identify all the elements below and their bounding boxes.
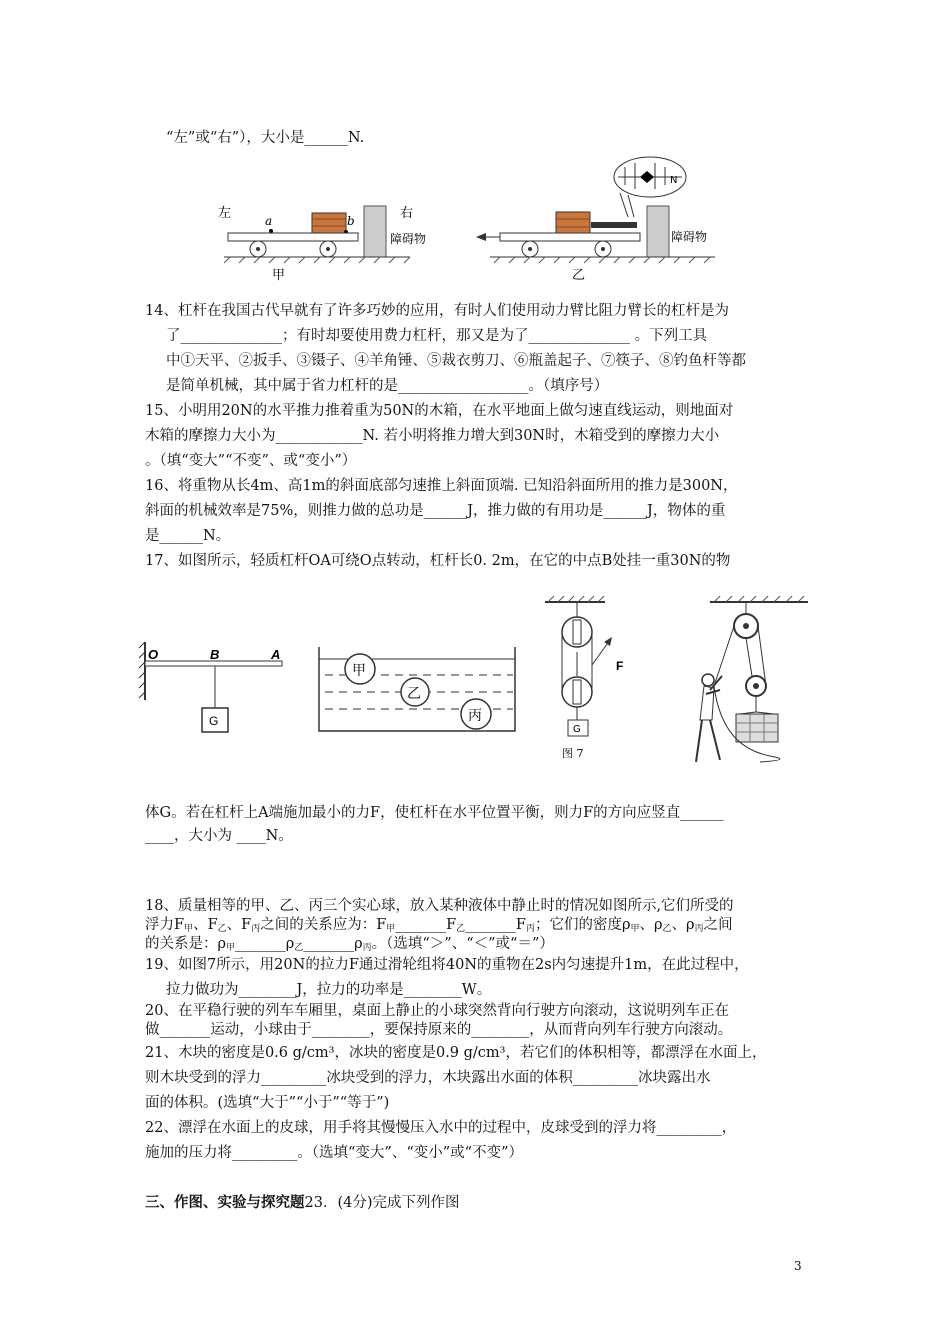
q16-line2: 斜面的机械效率是75%，则推力做的总功是______J，推力做的有用功是______J，物体的重: [145, 503, 726, 519]
page-number: 3: [794, 1259, 802, 1273]
ball-yi: 乙: [407, 686, 421, 702]
q17-line2: 体G。若在杠杆上A端施加最小的力F，使杠杆在水平位置平衡，则力F的方向应竖直______: [145, 805, 724, 821]
liquid-figure: [315, 645, 520, 735]
q14-line3: 中①天平、②扳手、③镊子、④羊角锤、⑤裁衣剪刀、⑥瓶盖起子、⑦筷子、⑧钓鱼杆等都: [166, 353, 746, 369]
lever-a: A: [271, 647, 281, 662]
lever-b: B: [210, 647, 220, 662]
pulley-figure: [540, 590, 640, 770]
pulley-g: G: [573, 724, 581, 735]
section3-q23: 23．(4分)完成下列作图: [304, 1195, 460, 1211]
label-b: b: [347, 214, 355, 228]
ball-bing: 丙: [468, 708, 482, 724]
label-obstacle: 障碍物: [390, 232, 427, 246]
label-left: 左: [218, 206, 232, 221]
pulley-f: F: [616, 659, 624, 673]
q21-line3: 面的体积。(选填“大于”“小于”“等于”): [145, 1095, 390, 1111]
cart-figure: [210, 155, 730, 285]
q18-line1: 18、质量相等的甲、乙、丙三个实心球，放入某种液体中静止时的情况如图所示,它们所受的: [145, 898, 734, 914]
q20-line2: 做_______运动，小球由于________，要保持原来的________，从而背向列车行驶方向滚动。: [145, 1022, 733, 1038]
label-a: a: [265, 214, 273, 228]
gauge-unit: N: [670, 175, 678, 186]
q15-line1: 15、小明用20N的水平推力推着重为50N的木箱，在水平地面上做匀速直线运动，则地面对: [145, 403, 734, 419]
q16-line3: 是______N。: [145, 528, 231, 544]
man-pulley-figure: [680, 590, 810, 770]
q15-line2: 木箱的摩擦力大小为____________N. 若小明将推力增大到30N时，木箱受到的摩擦力大小: [145, 428, 720, 444]
lever-figure: [138, 640, 288, 740]
lever-g: G: [209, 714, 219, 728]
q22-line1: 22、漂浮在水面上的皮球，用手将其慢慢压入水中的过程中，皮球受到的浮力将_________，: [145, 1120, 737, 1136]
caption-yi: 乙: [572, 268, 586, 283]
q17-line1: 17、如图所示，轻质杠杆OA可绕O点转动，杠杆长0. 2m，在它的中点B处挂一重30N的物: [145, 553, 731, 569]
q15-line3: 。（填“变大”“不变”、或“变小”）: [145, 453, 357, 469]
section3-title: 三、作图、实验与探究题: [145, 1194, 305, 1211]
q21-line2: 则木块受到的浮力_________冰块受到的浮力，木块露出水面的体积_________冰块露出水: [145, 1070, 711, 1086]
q14-line2: 了______________；有时却要使用费力杠杆，那又是为了______________ 。下列工具: [166, 328, 708, 344]
text-line: “左”或“右”），大小是______N.: [166, 130, 365, 146]
lever-o: O: [148, 647, 159, 662]
section3-heading: [145, 1193, 460, 1213]
q19-line2: 拉力做功为________J，拉力的功率是________W。: [166, 982, 492, 998]
q18-line2: 浮力$F_甲$、$F_乙$、$F_丙$之间的关系应为：$F_甲\_\_\_\_\_\_\_F_乙\_\_\_\_\_\_\_F_丙$；它们的密度$\rho_甲$、$\rho_乙$、$\rho_丙$之间: [145, 917, 733, 934]
label-right: 右: [400, 206, 414, 221]
caption-jia: 甲: [272, 268, 286, 283]
q20-line1: 20、在平稳行驶的列车车厢里，桌面上静止的小球突然背向行驶方向滚动，这说明列车正在: [145, 1003, 729, 1019]
q16-line1: 16、将重物从长4m、高1m的斜面底部匀速推上斜面顶端. 已知沿斜面所用的推力是300N，: [145, 478, 738, 494]
ball-jia: 甲: [352, 663, 366, 679]
q14-line4: 是简单机械，其中属于省力杠杆的是__________________。（填序号）: [166, 378, 609, 394]
q22-line2: 施加的压力将_________。（选填“变大”、“变小”或“不变”）: [145, 1145, 523, 1161]
q17-line3: ____，大小为 ____N。: [145, 828, 293, 844]
q21-line1: 21、木块的密度是0.6 g/cm³，冰块的密度是0.9 g/cm³，若它们的体积相等，都漂浮在水面上，: [145, 1045, 767, 1061]
label-obstacle-2: 障碍物: [671, 230, 708, 244]
q19-line1: 19、如图7所示，用20N的拉力F通过滑轮组将40N的重物在2s内匀速提升1m，在此过程中，: [145, 957, 749, 973]
figure7-caption: 图 7: [562, 747, 584, 760]
q14-line1: 14、杠杆在我国古代早就有了许多巧妙的应用，有时人们使用动力臂比阻力臂长的杠杆是为: [145, 303, 729, 319]
q18-line3: 的关系是：$\rho_甲\_\_\_\_\_\_\_\rho_乙\_\_\_\_\_\_\_\rho_丙$。（选填“＞”、“＜”或“＝”）: [145, 936, 554, 953]
